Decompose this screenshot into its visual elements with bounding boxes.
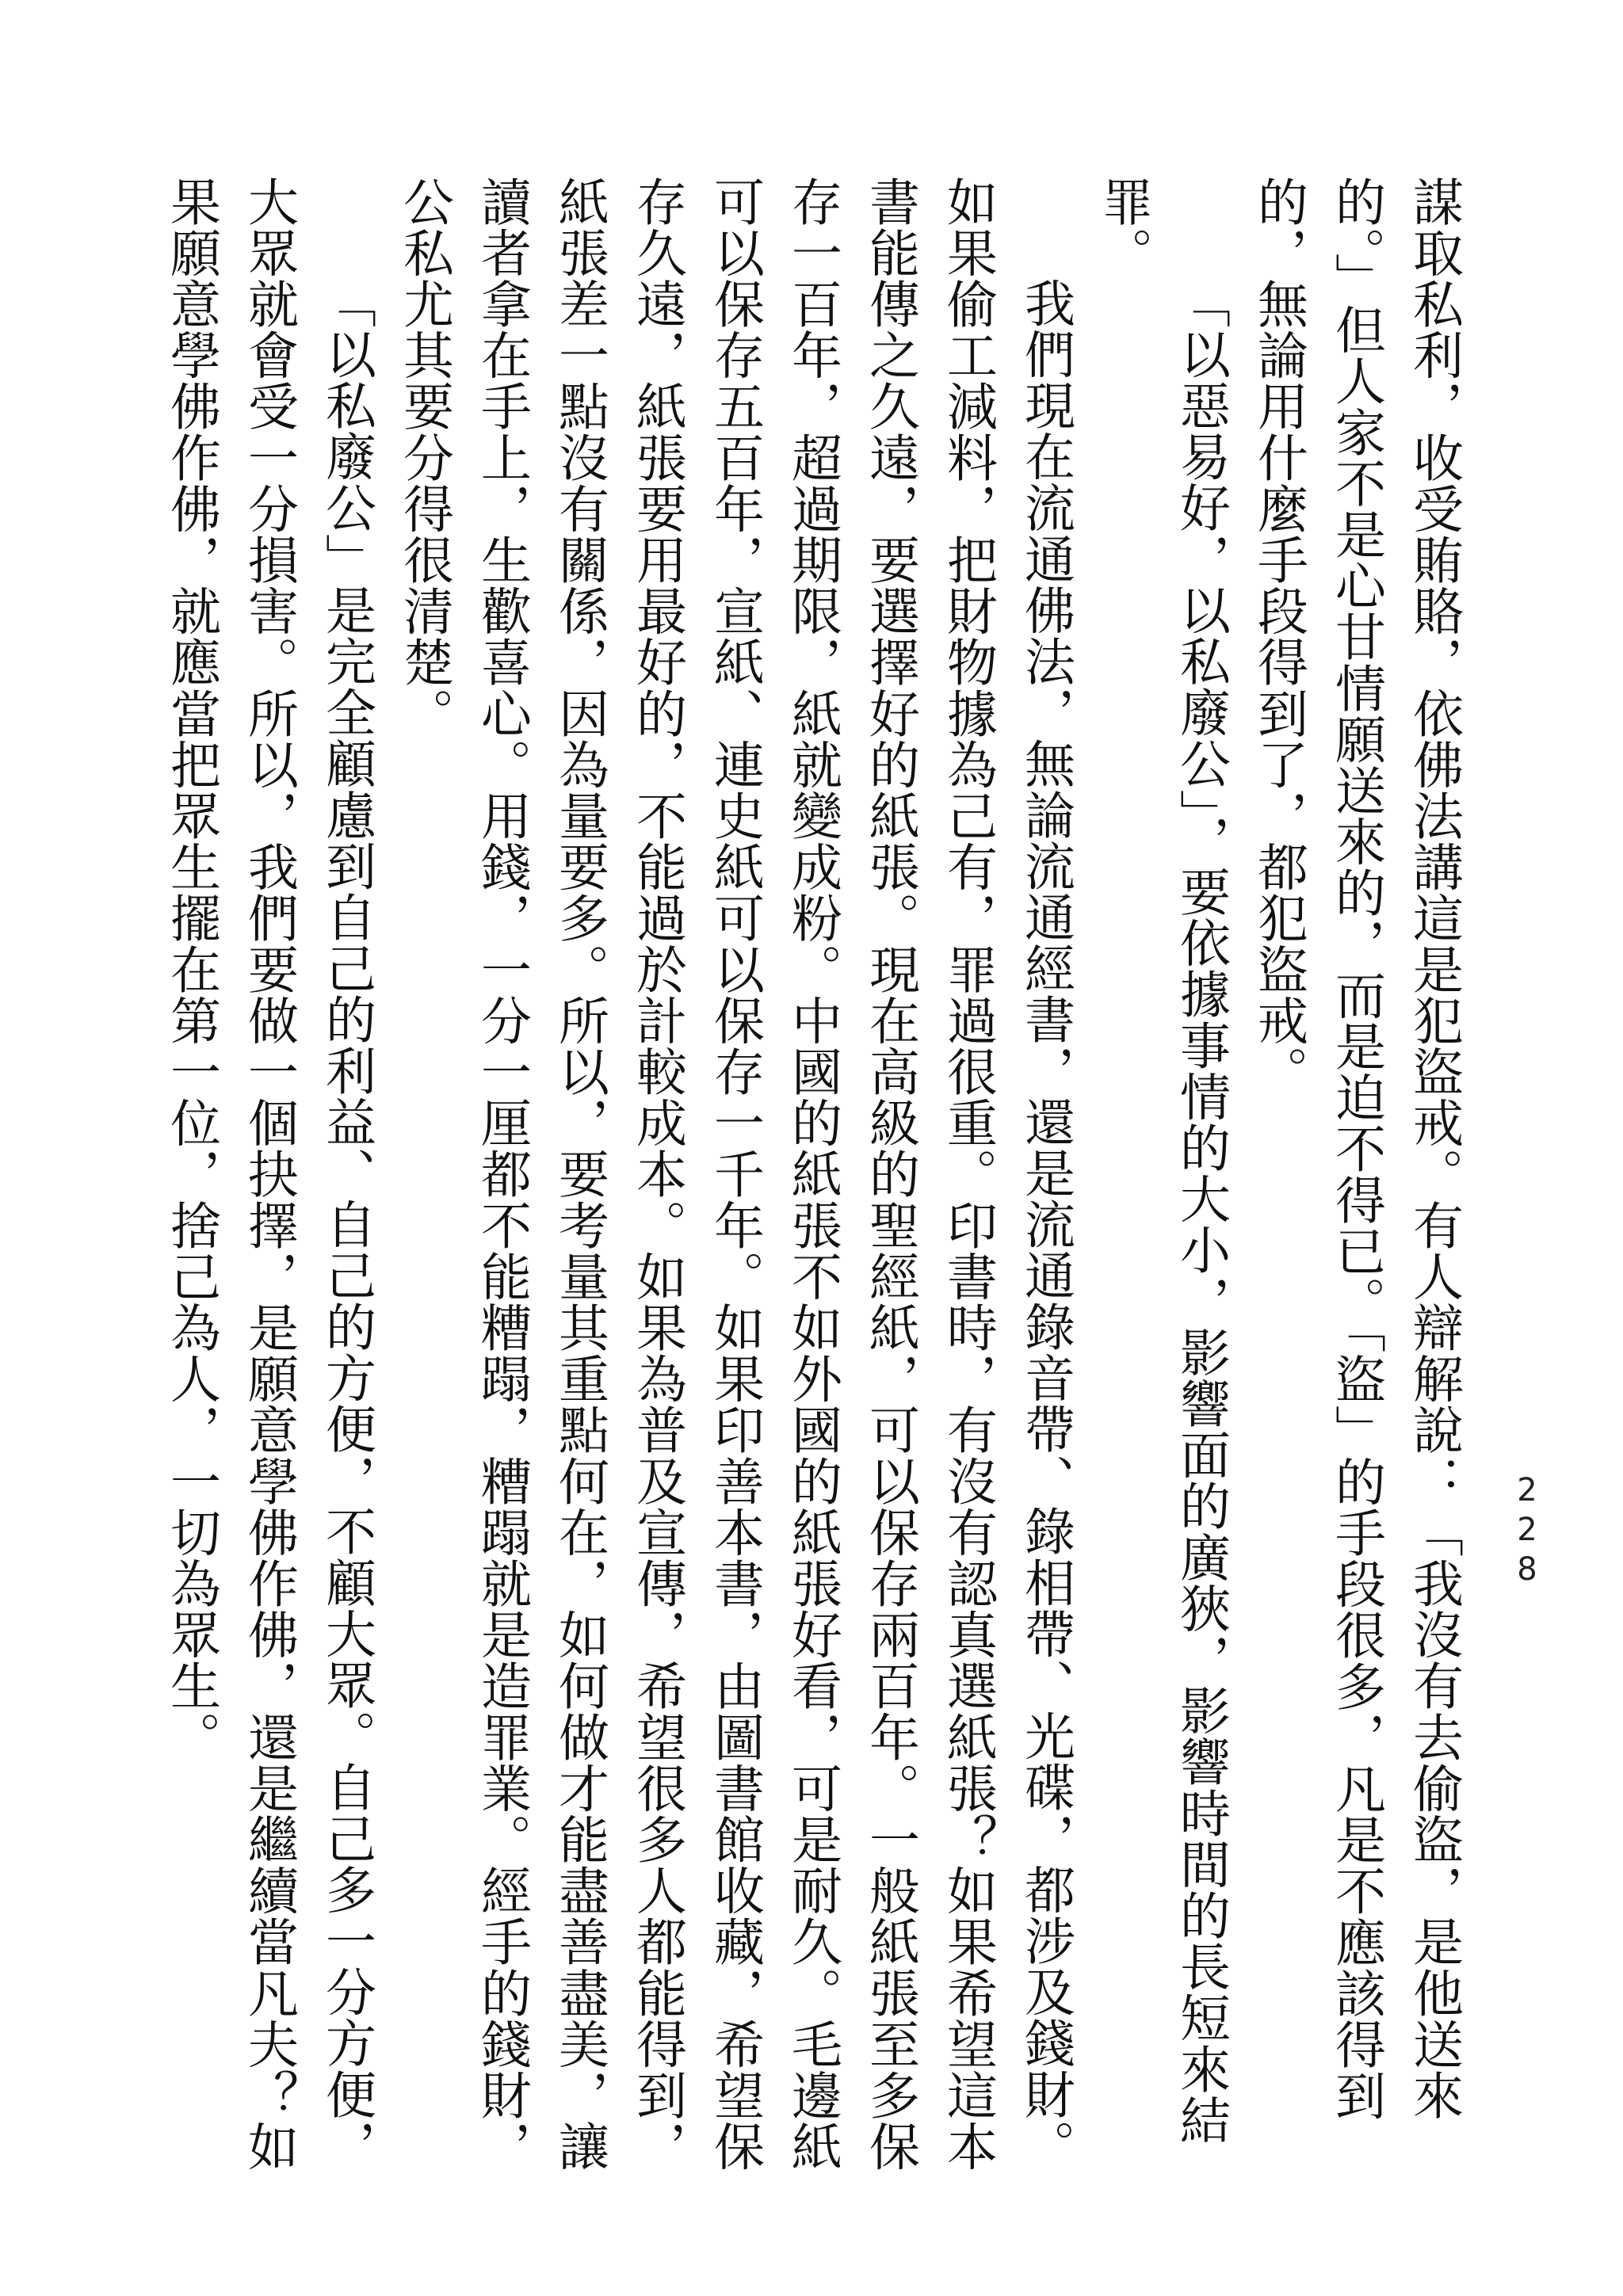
paragraph-4: 「以私廢公」是完全顧慮到自己的利益、自己的方便，不顧大眾。自己多一分方便，大眾就會受一分損害。所以，我們要做一個抉擇，是願意學佛作佛，還是繼續當凡夫？如果願意學佛作佛，就應當把眾生擺在第一位，捨己為人，一切為眾生。 — [162, 176, 376, 2172]
body-text — [152, 176, 1472, 2188]
page-number: 228 — [1509, 1472, 1545, 1591]
paragraph-1: 謀取私利，收受賄賂，依佛法講這是犯盜戒。有人辯解說：「我沒有去偷盜，是他送來的。」但人家不是心甘情願送來的，而是迫不得已。「盜」的手段很多，凡是不應該得到的，無論用什麼手段得到了，都犯盜戒。 — [1249, 176, 1463, 2122]
paragraph-2: 「以惡易好，以私廢公」，要依據事情的大小，影響面的廣狹，影響時間的長短來結罪。 — [1094, 176, 1230, 2146]
paragraph-3: 我們現在流通佛法，無論流通經書，還是流通錄音帶、錄相帶、光碟，都涉及錢財。如果偷工減料，把財物據為己有，罪過很重。印書時，有沒有認真選紙張？如果希望這本書能傳之久遠，要選擇好的紙張。現在高級的聖經紙，可以保存兩百年。一般紙張至多保存一百年，超過期限，紙就變成粉。中國的紙張不如外國的紙張好看，可是耐久。毛邊紙可以保存五百年，宣紙、連史紙可以保存一千年。如果印善本書，由圖書館收藏，希望保存久遠，紙張要用最好的，不能過於計較成本。如果為普及宣傳，希望很多人都能得到，紙張差一點沒有關係，因為量要多。所以，要考量其重點何在，如何做才能盡善盡美，讓讀者拿在手上，生歡喜心。用錢，一分一厘都不能糟蹋，糟蹋就是造罪業。經手的錢財，公私尤其要分得很清楚。 — [395, 176, 1075, 2172]
